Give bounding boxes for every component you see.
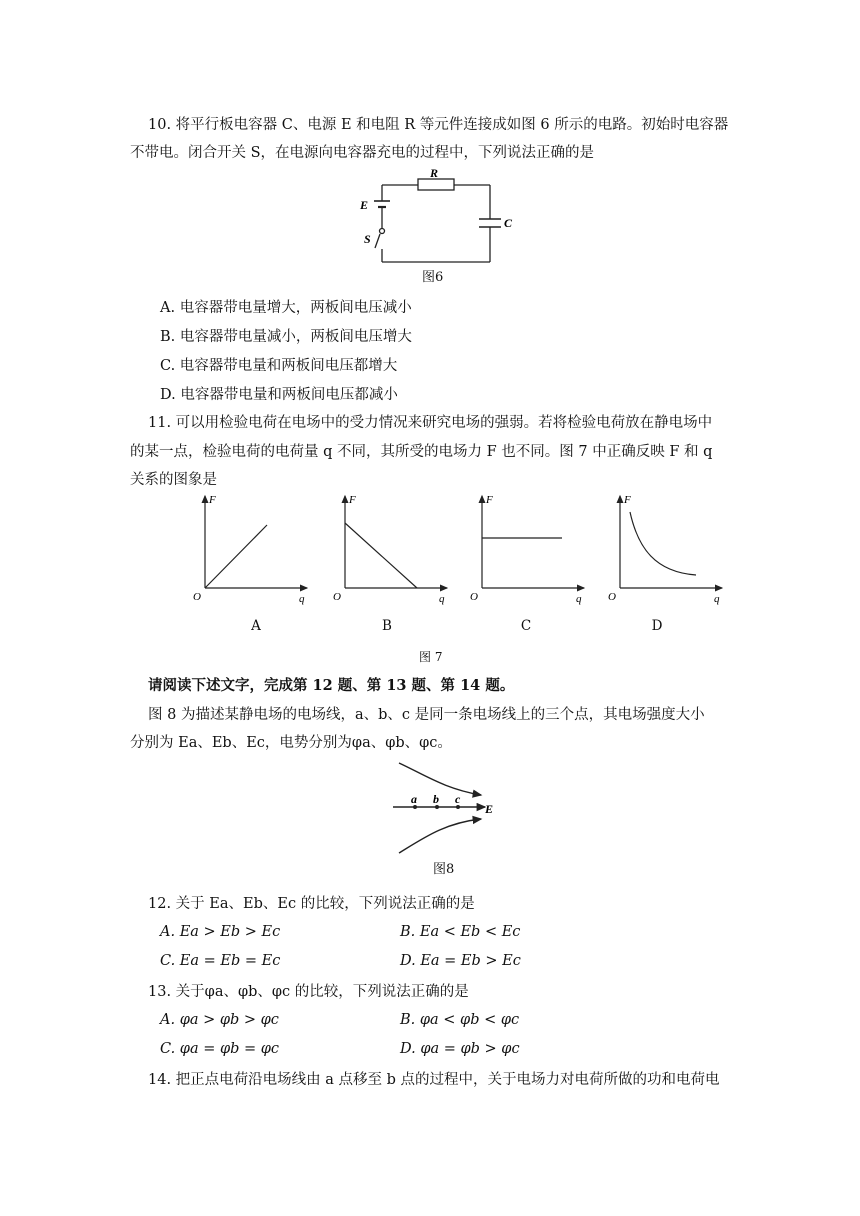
q10-option-c: C. 电容器带电量和两板间电压都增大	[160, 358, 398, 374]
q11-line1: 11. 可以用检验电荷在电场中的受力情况来研究电场的强弱。若将检验电荷放在静电场中	[148, 415, 713, 431]
graph-b-origin: O	[333, 591, 341, 603]
figure-6-caption: 图6	[422, 270, 444, 285]
q12-option-d: D. Ea = Eb > Ec	[400, 953, 521, 969]
graph-b-q-label: q	[439, 593, 445, 605]
graph-a-q-label: q	[299, 593, 305, 605]
q13-option-a: A. φa > φb > φc	[160, 1012, 279, 1028]
q11-line3: 关系的图象是	[130, 472, 217, 488]
point-c-label: c	[455, 792, 461, 806]
point-b-label: b	[433, 792, 439, 806]
graph-c-q-label: q	[576, 593, 582, 605]
figure-8-caption: 图8	[433, 862, 455, 877]
q11-line2: 的某一点，检验电荷的电荷量 q 不同，其所受的电场力 F 也不同。图 7 中正确反映 F 和 q	[130, 444, 713, 460]
q12-stem: 12. 关于 Ea、Eb、Ec 的比较，下列说法正确的是	[148, 896, 475, 912]
q13-stem: 13. 关于φa、φb、φc 的比较，下列说法正确的是	[148, 984, 469, 1000]
graph-b-f-label: F	[349, 494, 356, 506]
graph-c-f-label: F	[486, 494, 493, 506]
graph-a-f-label: F	[209, 494, 216, 506]
graph-b-letter: B	[382, 618, 392, 634]
switch-label: S	[364, 232, 371, 246]
q12-option-c: C. Ea = Eb = Ec	[160, 953, 281, 969]
q13-option-d: D. φa = φb > φc	[400, 1041, 520, 1057]
q14-stem: 14. 把正点电荷沿电场线由 a 点移至 b 点的过程中，关于电场力对电荷所做的功和电荷电	[148, 1072, 720, 1088]
graph-a	[185, 488, 315, 608]
graph-a-origin: O	[193, 591, 201, 603]
battery-label: E	[360, 198, 369, 212]
q12-option-b: B. Ea < Eb < Ec	[400, 924, 521, 940]
point-a-label: a	[411, 792, 417, 806]
graph-d-q-label: q	[714, 593, 720, 605]
graph-d-origin: O	[608, 591, 616, 603]
graph-c-origin: O	[470, 591, 478, 603]
reading-line2: 分别为 Ea、Eb、Ec，电势分别为φa、φb、φc。	[130, 735, 452, 751]
resistor-label: R	[430, 166, 439, 180]
q10-option-a: A. 电容器带电量增大，两板间电压减小	[160, 300, 412, 316]
q10-option-b: B. 电容器带电量减小，两板间电压增大	[160, 329, 412, 345]
field-e-label: E	[485, 802, 494, 816]
q10-line2: 不带电。闭合开关 S，在电源向电容器充电的过程中，下列说法正确的是	[130, 145, 595, 161]
q13-option-c: C. φa = φb = φc	[160, 1041, 280, 1057]
figure-8-field-lines	[385, 755, 505, 855]
reading-instruction: 请阅读下述文字，完成第 12 题、第 13 题、第 14 题。	[148, 677, 515, 694]
capacitor-label: C	[504, 216, 513, 230]
graph-d-f-label: F	[624, 494, 631, 506]
q13-option-b: B. φa < φb < φc	[400, 1012, 520, 1028]
reading-line1: 图 8 为描述某静电场的电场线，a、b、c 是同一条电场线上的三个点，其电场强度大小	[148, 707, 705, 723]
q12-option-a: A. Ea > Eb > Ec	[160, 924, 281, 940]
graph-d	[600, 488, 730, 608]
graph-a-letter: A	[251, 618, 261, 634]
q10-line1: 10. 将平行板电容器 C、电源 E 和电阻 R 等元件连接成如图 6 所示的电路。初始时电容器	[148, 117, 729, 133]
graph-d-letter: D	[651, 618, 663, 634]
graph-c-letter: C	[520, 618, 532, 634]
figure-7-caption: 图 7	[419, 650, 443, 664]
q10-option-d: D. 电容器带电量和两板间电压都减小	[160, 387, 398, 403]
graph-c	[462, 488, 592, 608]
graph-b	[325, 488, 455, 608]
